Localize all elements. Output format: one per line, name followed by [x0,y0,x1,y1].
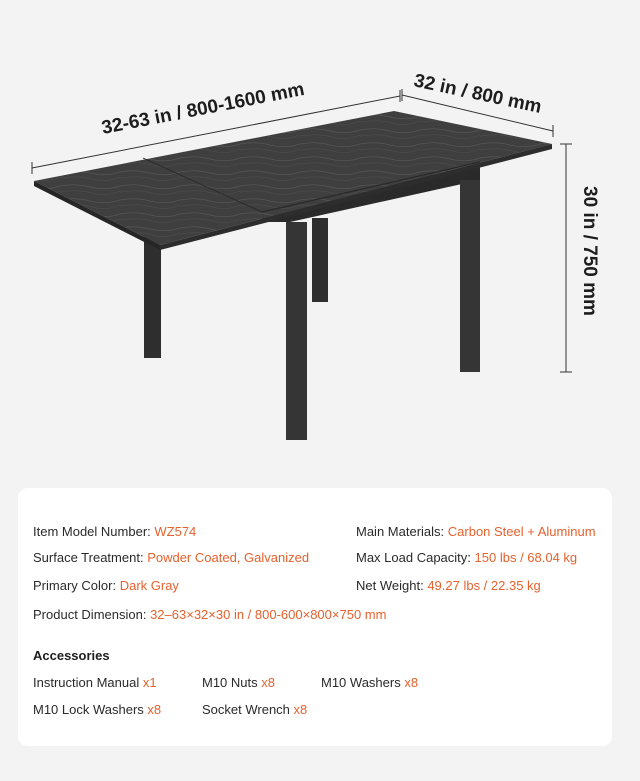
accessory-qty: x8 [293,702,308,717]
accessory-name: M10 Washers [321,675,401,690]
accessory-item [33,675,157,690]
surface-value: Powder Coated, Galvanized [147,550,310,565]
accessory-name: Socket Wrench [202,702,290,717]
accessory-item [321,675,418,690]
color-row [33,578,179,593]
item-model-label: Item Model Number: [33,524,151,539]
accessory-item [202,702,307,717]
weight-label: Net Weight: [356,578,424,593]
weight-row [356,578,541,593]
table-drawing [34,111,552,440]
accessory-item [202,675,275,690]
width-label: 32 in / 800 mm [411,70,544,118]
item-model-row [33,524,196,539]
load-label: Max Load Capacity: [356,550,471,565]
surface-row [33,550,309,565]
accessory-qty: x8 [147,702,162,717]
accessory-qty: x8 [404,675,419,690]
accessory-item [33,702,161,717]
accessory-qty: x1 [142,675,157,690]
materials-row [356,524,596,539]
load-row [356,550,577,565]
accessory-name: M10 Nuts [202,675,258,690]
spec-card [18,488,612,746]
item-model-value: WZ574 [154,524,197,539]
color-value: Dark Gray [119,578,179,593]
weight-value: 49.27 lbs / 22.35 kg [427,578,541,593]
height-dimension-line [560,144,572,372]
dimension-row [33,607,386,622]
accessory-name: Instruction Manual [33,675,140,690]
accessories-title: Accessories [33,648,110,663]
dimension-label: Product Dimension: [33,607,147,622]
materials-value: Carbon Steel + Aluminum [447,524,596,539]
load-value: 150 lbs / 68.04 kg [474,550,578,565]
materials-label: Main Materials: [356,524,445,539]
height-label: 30 in / 750 mm [579,186,600,316]
color-label: Primary Color: [33,578,117,593]
accessory-name: M10 Lock Washers [33,702,144,717]
length-label: 32-63 in / 800-1600 mm [99,78,307,139]
dimension-value: 32–63×32×30 in / 800-600×800×750 mm [150,607,387,622]
accessory-qty: x8 [261,675,275,690]
surface-label: Surface Treatment: [33,550,144,565]
